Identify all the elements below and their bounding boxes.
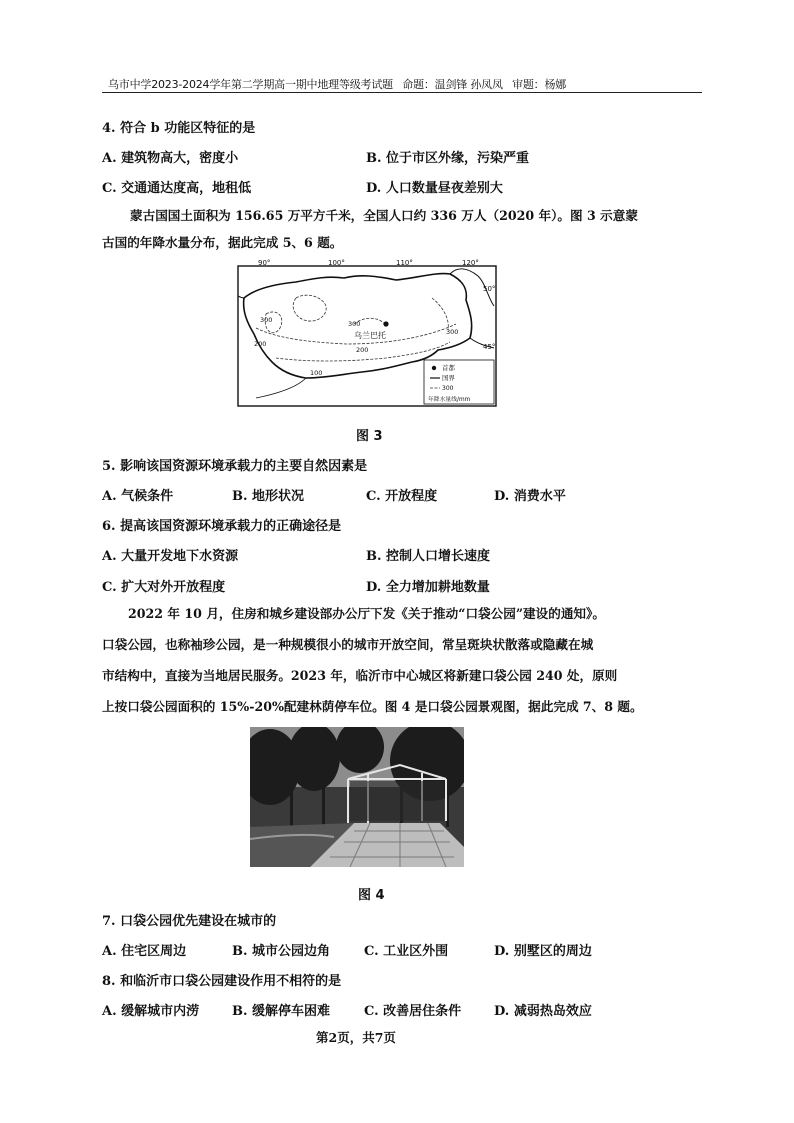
city-label-ulaanbaatar: 乌兰巴托 bbox=[354, 331, 386, 340]
q7-option-b: B. 城市公园边角 bbox=[232, 944, 331, 959]
intro56-line2: 古国的年降水量分布，据此完成 5、6 题。 bbox=[102, 235, 343, 250]
q5-option-b: B. 地形状况 bbox=[232, 489, 305, 504]
q7-option-c: C. 工业区外围 bbox=[364, 944, 449, 959]
q7-stem: 7. 口袋公园优先建设在城市的 bbox=[102, 914, 277, 929]
legend-border: 国界 bbox=[442, 374, 455, 382]
isoline-label-100: 100 bbox=[310, 369, 323, 377]
header-divider bbox=[102, 92, 702, 93]
lat-label-50: 50° bbox=[483, 285, 496, 293]
q6-stem: 6. 提高该国资源环境承载力的正确途径是 bbox=[102, 519, 342, 534]
exam-setter: 命题：温剑锋 孙凤凤 bbox=[402, 78, 503, 91]
legend-capital: 首都 bbox=[442, 364, 455, 372]
q8-option-d: D. 减弱热岛效应 bbox=[494, 1004, 592, 1019]
q6-option-a: A. 大量开发地下水资源 bbox=[102, 549, 239, 564]
lon-label-110: 110° bbox=[396, 259, 413, 267]
exam-header bbox=[108, 76, 698, 92]
q4-option-a: A. 建筑物高大，密度小 bbox=[102, 151, 239, 166]
q8-option-a: A. 缓解城市内涝 bbox=[102, 1004, 200, 1019]
q7-option-a: A. 住宅区周边 bbox=[102, 944, 187, 959]
intro56-line1: 蒙古国国土面积为 156.65 万平方千米，全国人口约 336 万人（2020 年）。图 3 示意蒙 bbox=[130, 208, 638, 223]
q5-option-a: A. 气候条件 bbox=[102, 489, 174, 504]
exam-reviewer: 审题：杨娜 bbox=[512, 78, 567, 91]
intro78-line4: 上按口袋公园面积的 15%-20%配建林荫停车位。图 4 是口袋公园景观图，据此完成 7、8 题。 bbox=[102, 699, 643, 714]
lat-label-45: 45° bbox=[483, 343, 496, 351]
intro78-line2: 口袋公园，也称袖珍公园，是一种规模很小的城市开放空间，常呈斑块状散落或隐藏在城 bbox=[102, 637, 594, 652]
lon-label-120: 120° bbox=[462, 259, 479, 267]
intro78-line1: 2022 年 10 月，住房和城乡建设部办公厅下发《关于推动“口袋公园”建设的通知》。 bbox=[128, 606, 605, 621]
isoline-label-300a: 300 bbox=[348, 320, 361, 328]
q8-option-b: B. 缓解停车困难 bbox=[232, 1004, 331, 1019]
map-legend bbox=[424, 360, 494, 404]
isoline-label-300c: 300 bbox=[260, 316, 273, 324]
q6-option-c: C. 扩大对外开放程度 bbox=[102, 580, 226, 595]
q5-option-d: D. 消费水平 bbox=[494, 489, 566, 504]
q4-stem: 4. 符合 b 功能区特征的是 bbox=[102, 121, 256, 136]
q8-option-c: C. 改善居住条件 bbox=[364, 1004, 462, 1019]
isoline-label-300b: 300 bbox=[446, 328, 459, 336]
figure-4-caption: 图 4 bbox=[358, 888, 385, 903]
q4-option-b: B. 位于市区外缘，污染严重 bbox=[366, 151, 530, 166]
figure-3-caption: 图 3 bbox=[356, 429, 383, 444]
isoline-label-200a: 200 bbox=[356, 346, 369, 354]
intro78-line3: 市结构中，直接为当地居民服务。2023 年，临沂市中心城区将新建口袋公园 240 处，原则 bbox=[102, 668, 618, 683]
capital-marker bbox=[383, 321, 388, 326]
exam-title: 乌市中学2023-2024学年第二学期高一期中地理等级考试题 bbox=[108, 78, 393, 91]
q6-option-b: B. 控制人口增长速度 bbox=[366, 549, 491, 564]
q5-option-c: C. 开放程度 bbox=[366, 489, 438, 504]
legend-isoline: 年降水量线/mm bbox=[428, 397, 471, 403]
legend-isoline-value: 300 bbox=[442, 385, 454, 392]
lon-label-90: 90° bbox=[258, 259, 271, 267]
lon-label-100: 100° bbox=[328, 259, 345, 267]
q4-option-c: C. 交通通达度高，地租低 bbox=[102, 181, 252, 196]
page-number: 第2页，共7页 bbox=[316, 1030, 396, 1045]
q5-stem: 5. 影响该国资源环境承载力的主要自然因素是 bbox=[102, 459, 368, 474]
isoline-label-200b: 200 bbox=[254, 340, 267, 348]
q7-option-d: D. 别墅区的周边 bbox=[494, 944, 592, 959]
mongolia-precipitation-map bbox=[236, 258, 498, 408]
q6-option-d: D. 全力增加耕地数量 bbox=[366, 580, 490, 595]
pocket-park-photo bbox=[250, 727, 464, 867]
legend-capital-icon bbox=[432, 366, 436, 370]
q4-option-d: D. 人口数量昼夜差别大 bbox=[366, 181, 503, 196]
q8-stem: 8. 和临沂市口袋公园建设作用不相符的是 bbox=[102, 974, 342, 989]
